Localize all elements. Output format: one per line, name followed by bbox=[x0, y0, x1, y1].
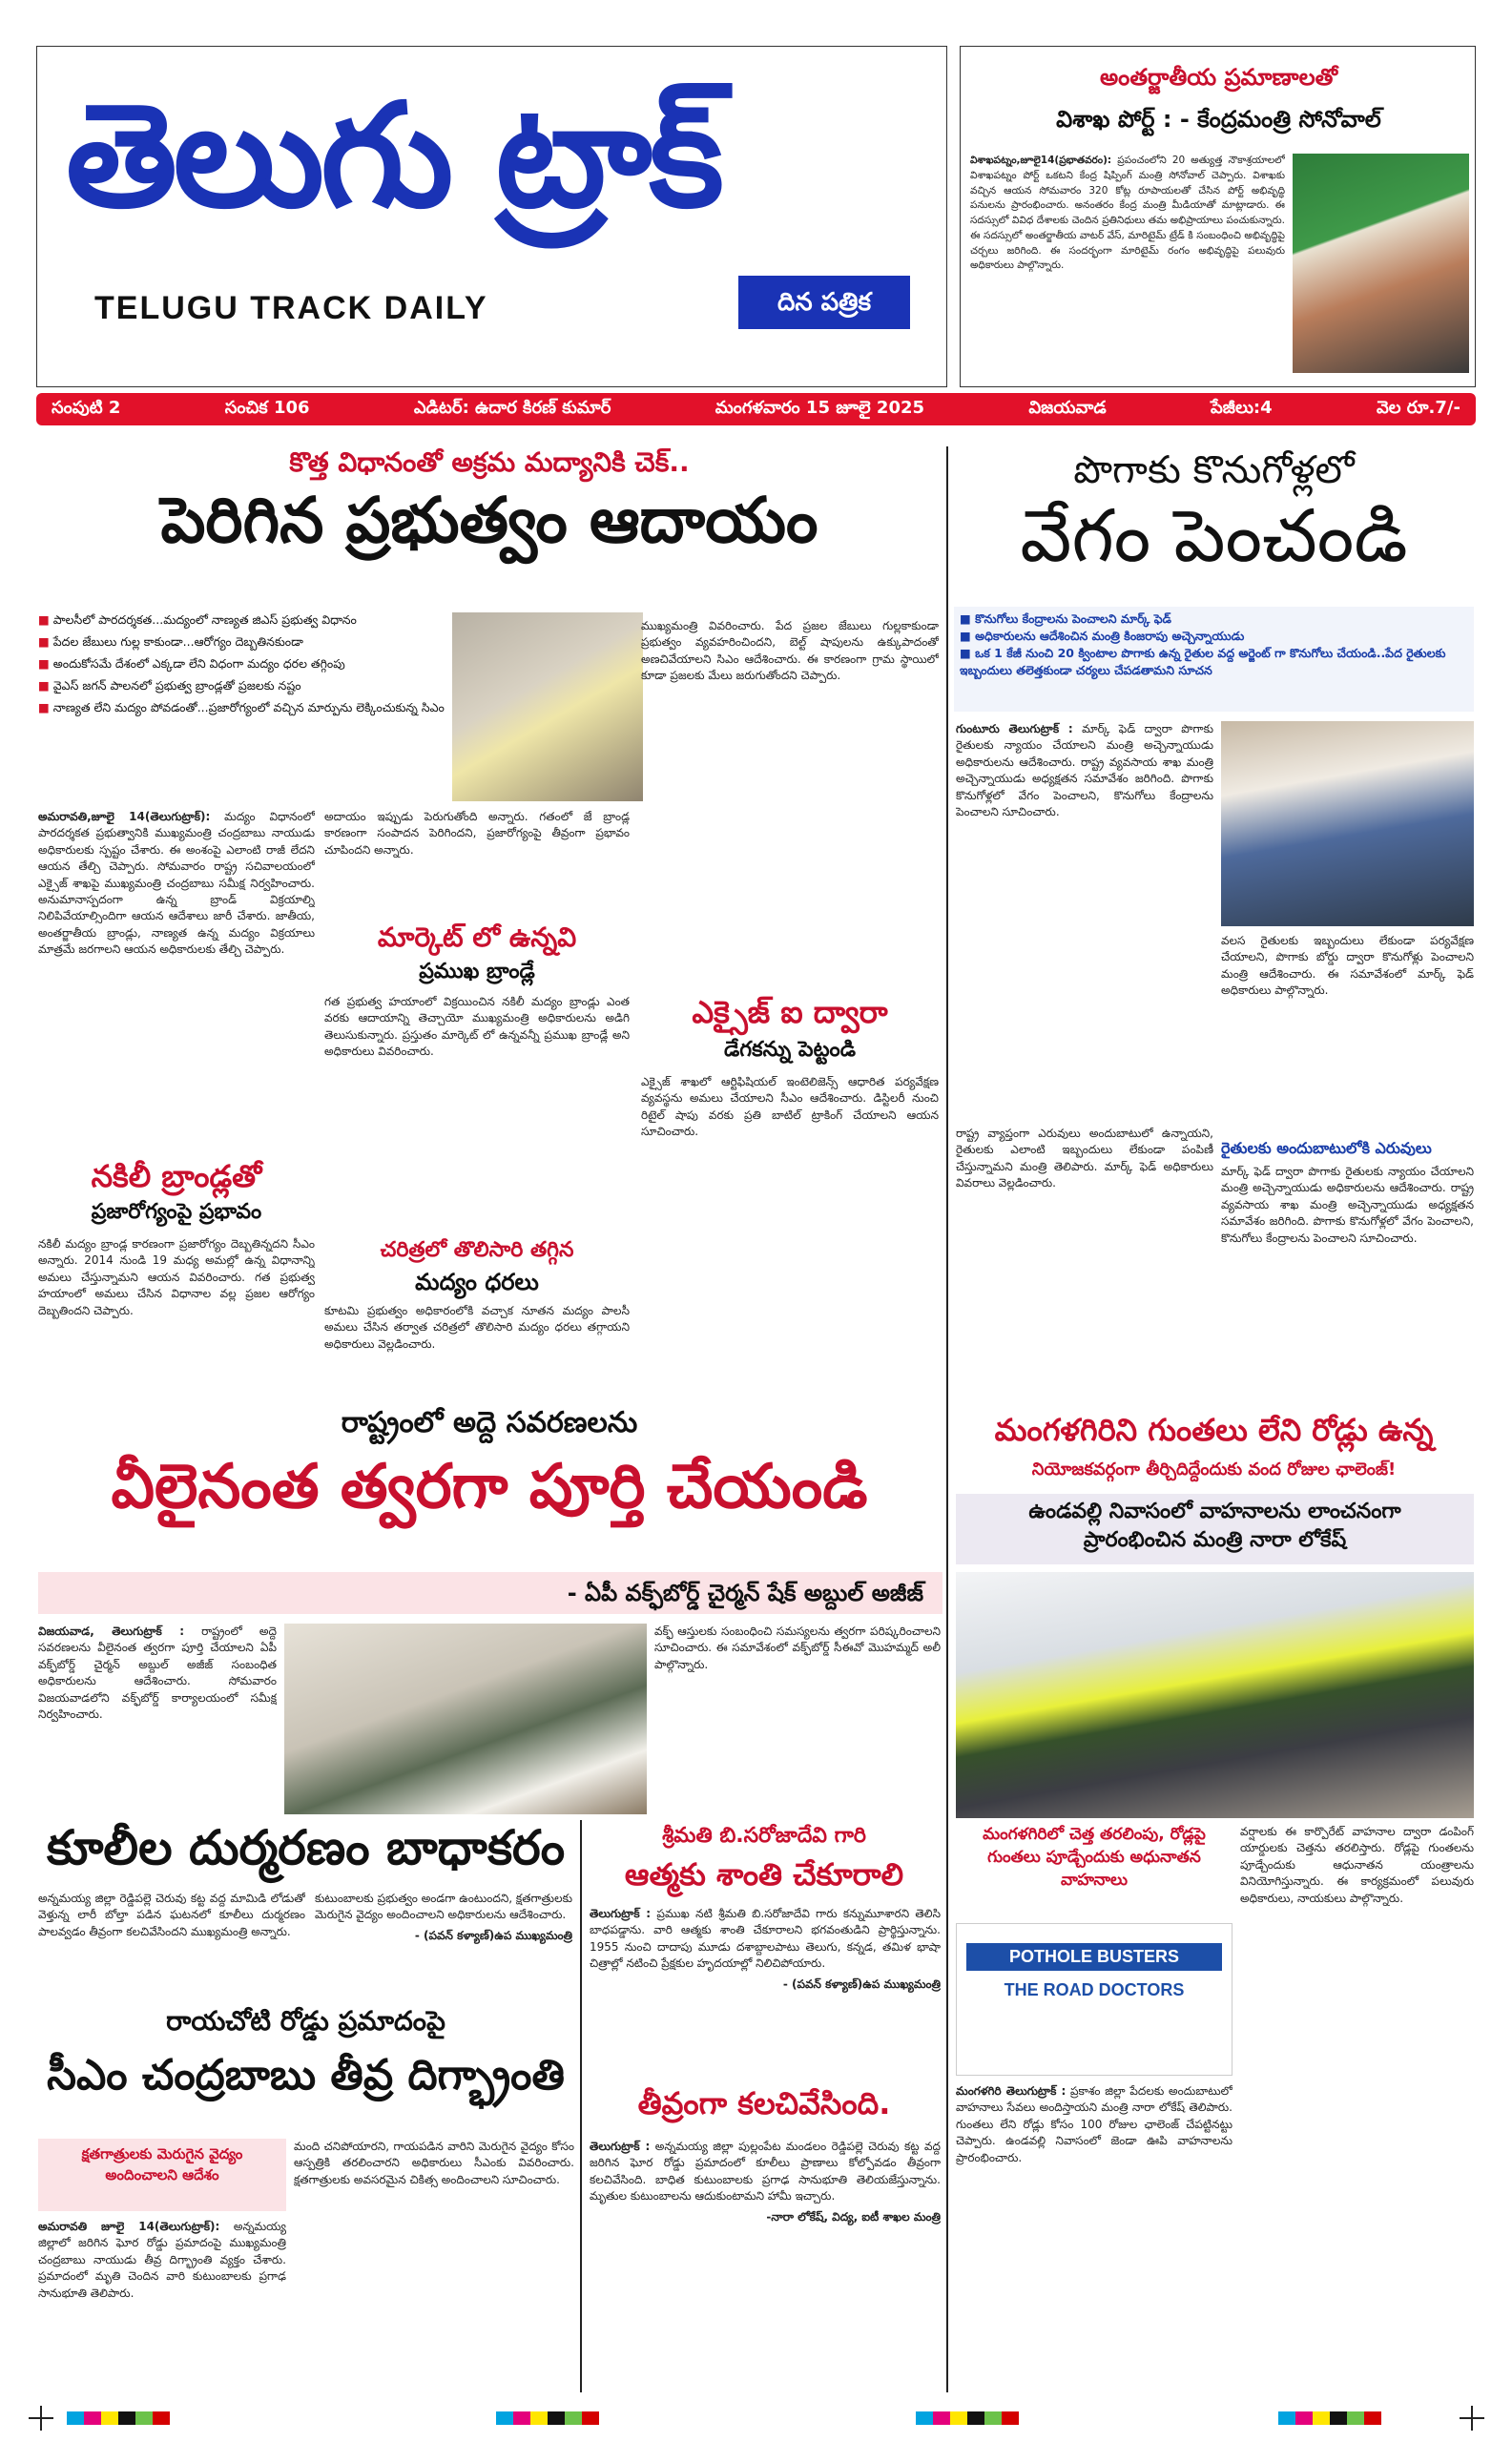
story2-headline: వేగం పెంచండి bbox=[1020, 493, 1408, 578]
story6-kicker: శ్రీమతి బి.సరోజాదేవి గారి bbox=[662, 1824, 866, 1848]
story8-col bbox=[590, 2139, 941, 2392]
story1-bullets bbox=[38, 612, 448, 801]
info-date: మంగళవారం 15 జూలై 2025 bbox=[715, 397, 925, 418]
story4-sub-a: ఉండవల్లి నివాసంలో వాహనాలను లాంచనంగా bbox=[1028, 1500, 1401, 1523]
story7-headline: సీఎం చంద్రబాబు తీవ్ర దిగ్భ్రాంతి bbox=[47, 2051, 565, 2100]
registration-mark-icon bbox=[1460, 2406, 1484, 2431]
story2-body1: మార్క్ ఫెడ్ ద్వారా పొగాకు రైతులకు న్యాయం చేయాలని మంత్రి అచ్చెన్నాయుడు అధికారులను ఆదేశించారు. రాష్ట్ర వ్యవసాయ శాఖ మంత్రి అచ్చెన్నాయుడు అధ్యక్షతన సమావేశం జరిగింది. పొగాకు కొనుగోళ్లలో వేగం పెంచాలని, కొనుగోలు కేంద్రాలను పెంచాలని సూచించారు. bbox=[956, 722, 1213, 818]
info-pages: పేజీలు:4 bbox=[1210, 397, 1273, 418]
story4-subhead-box bbox=[956, 1494, 1474, 1564]
story1-col3b bbox=[641, 1074, 939, 1394]
story1-headline: పెరిగిన ప్రభుత్వం ఆదాయం bbox=[160, 484, 818, 557]
story1-sub4: ఎక్సైజ్ ఐ ద్వారా bbox=[692, 994, 888, 1030]
story2-col2 bbox=[1221, 933, 1474, 1133]
side-story-headline: విశాఖ పోర్ట్ : - కేంద్రమంత్రి సోనోవాల్ bbox=[1056, 106, 1381, 133]
masthead bbox=[36, 46, 947, 387]
story1-sub1: నకిలీ బ్రాండ్లతో bbox=[91, 1158, 262, 1194]
story1-sub3: చరిత్రలో తొలిసారి తగ్గిన bbox=[380, 1238, 574, 1262]
side-story-photo bbox=[1293, 154, 1469, 373]
story1-sub3b: మద్యం ధరలు bbox=[415, 1269, 539, 1295]
story1-body6: ముఖ్యమంత్రి వివరించారు. పేద ప్రజల జేబులు గుల్లకాకుండా ప్రభుత్వం వ్యవహరించిందని, బెల్ట్ షాపులను ఉక్కుపాదంతో అణచివేయాలని సిఎం ఆదేశించారు. ఈ కారణంగా గ్రామ స్థాయిలో కూడా ప్రజలకు మేలు జరుగుతోందని చెప్పారు. bbox=[641, 619, 939, 683]
side-story-text bbox=[970, 154, 1285, 383]
story2-sub1: రైతులకు అందుబాటులోకి ఎరువులు bbox=[1221, 1139, 1432, 1157]
story3-photo bbox=[284, 1624, 647, 1814]
story1-col3 bbox=[641, 618, 939, 988]
side-story bbox=[960, 46, 1476, 387]
story6-headline: ఆత్మకు శాంతి చేకూరాలి bbox=[624, 1856, 904, 1893]
story8-signoff: -నారా లోకేష్, విద్య, ఐటీ శాఖల మంత్రి bbox=[766, 2209, 941, 2224]
story2-col4 bbox=[1221, 1164, 1474, 1393]
color-calibration-bar-icon bbox=[916, 2411, 1019, 2425]
story2-body2: వలస రైతులకు ఇబ్బందులు లేకుండా పర్యవేక్షణ చేయాలని, పొగాకు బోర్డు ద్వారా కొనుగోళ్లు పెంచాలని మంత్రి ఆదేశించారు. ఈ సమావేశంలో మార్క్ ఫెడ్ అధికారులు పాల్గొన్నారు. bbox=[1221, 934, 1474, 998]
info-price: వెల రూ.7/- bbox=[1376, 397, 1460, 418]
story3-body1: రాష్ట్రంలో అద్దె సవరణలను వీలైనంత త్వరగా పూర్తి చేయాలని ఏపీ వక్ఫ్‌బోర్డ్ చైర్మన్ అబ్దుల్ అజీజ్ సంబంధిత అధికారులను ఆదేశించారు. సోమవారం విజయవాడలోని వక్ఫ్‌బోర్డ్ కార్యాలయంలో సమీక్ష నిర్వహించారు. bbox=[38, 1625, 277, 1721]
story1-col2c bbox=[324, 1303, 630, 1394]
story7-col1 bbox=[38, 2219, 286, 2392]
story3-byline-bar bbox=[38, 1572, 942, 1614]
info-bar bbox=[36, 393, 1476, 425]
story4-col1 bbox=[956, 2083, 1232, 2389]
story3-kicker: రాష్ట్రంలో అద్దె సవరణలను bbox=[341, 1406, 638, 1439]
story4-kicker: మంగళగిరిని గుంతలు లేని రోడ్లు ఉన్న bbox=[994, 1412, 1434, 1448]
story4-dateline: మంగళగిరి తెలుగుట్రాక్ : bbox=[956, 2084, 1067, 2098]
story4-caption: మంగళగిరిలో చెత్త తరలింపు, రోడ్లపై గుంతలు పూడ్చేందుకు అధునాతన వాహనాలు bbox=[983, 1825, 1206, 1890]
story2-col1 bbox=[956, 721, 1213, 1122]
story5-col2 bbox=[315, 1891, 572, 1996]
poster-line1: POTHOLE BUSTERS bbox=[966, 1943, 1222, 1971]
story1-photo bbox=[452, 612, 643, 801]
story3-headline: వీలైనంత త్వరగా పూర్తి చేయండి bbox=[111, 1452, 868, 1522]
story4-caption-box bbox=[956, 1824, 1232, 1915]
story1-body5: కూటమి ప్రభుత్వం అధికారంలోకి వచ్చాక నూతన మద్యం పాలసీ అమలు చేసిన తర్వాత చరిత్రలో తొలిసారి మద్యం ధరలు తగ్గాయని అధికారులు వెల్లడించారు. bbox=[324, 1304, 630, 1351]
logo-telugu: తెలుగు ట్రాక్ bbox=[66, 73, 720, 239]
story1-body2: నకిలీ మద్యం బ్రాండ్ల కారణంగా ప్రజారోగ్యం దెబ్బతిన్నదని సీఎం అన్నారు. 2014 నుండి 19 మధ్య అమల్లో ఉన్న విధానాన్ని అమలు చేస్తున్నామని ఆయన వివరించారు. గత ప్రభుత్వ హయాంలో అమలు చేసిన విధానాల వల్ల ప్రజల ఆరోగ్యం దెబ్బతిందని చెప్పారు. bbox=[38, 1237, 315, 1317]
story1-body3: అదాయం ఇప్పుడు పెరుగుతోంది అన్నారు. గతంలో జే బ్రాండ్ల కారణంగా సంపాదన పెరిగిందని, ప్రజారోగ్యంపై తీవ్రంగా ప్రభావం చూపిందని అన్నారు. bbox=[324, 810, 630, 857]
story7-bullet: క్షతగాత్రులకు మెరుగైన వైద్యం అందించాలని ఆదేశం bbox=[81, 2145, 243, 2183]
color-calibration-bar-icon bbox=[1278, 2411, 1381, 2425]
story5-signoff: - (పవన్ కళ్యాణ్)ఉప ముఖ్యమంత్రి bbox=[414, 1928, 572, 1942]
story3-dateline: విజయవాడ, తెలుగుట్రాక్ : bbox=[38, 1625, 185, 1638]
story4-sub-b: ప్రారంభించిన మంత్రి నారా లోకేష్ bbox=[1083, 1528, 1347, 1552]
story4-body1: ప్రకాశం జిల్లా పేదలకు అందుబాటులో వాహనాలు సేవలు అందిస్తాయని మంత్రి నారా లోకేష్ తెలిపారు. గుంతలు లేని రోడ్లు కోసం 100 రోజుల ఛాలెంజ్ చేపట్టినట్టు చెప్పారు. ఉండవల్లి నివాసంలో జెండా ఊపి వాహనాలను ప్రారంభించారు. bbox=[956, 2084, 1232, 2164]
story2-body3: రాష్ట్ర వ్యాప్తంగా ఎరువులు అందుబాటులో ఉన్నాయని, రైతులకు ఎలాంటి ఇబ్బందులు లేకుండా పంపిణీ చేస్తున్నామని మంత్రి తెలిపారు. మార్క్ ఫెడ్ అధికారులు వివరాలు వెల్లడించారు. bbox=[956, 1127, 1213, 1190]
story2-kicker: పొగాకు కొనుగోళ్లలో bbox=[1073, 448, 1355, 492]
color-calibration-bar-icon bbox=[67, 2411, 170, 2425]
story7-dateline: అమరావతి జూలై 14(తెలుగుట్రాక్): bbox=[38, 2220, 220, 2233]
story6-dateline: తెలుగుట్రాక్ : bbox=[590, 1907, 652, 1920]
side-story-kicker: అంతర్జాతీయ ప్రమాణాలతో bbox=[1099, 64, 1338, 91]
story1-bullet: ■ నాణ్యత లేని మద్యం పోవడంతో...ప్రజారోగ్యంలో వచ్చిన మార్పును లెక్కించుకున్న సిఎం bbox=[38, 700, 448, 716]
story3-col1 bbox=[38, 1624, 277, 1814]
story1-col2b bbox=[324, 994, 630, 1232]
info-issue: సంచిక 106 bbox=[224, 397, 310, 418]
tagline-badge bbox=[738, 276, 910, 329]
story2-bullet: ■ కొనుగోలు కేంద్రాలను పెంచాలని మార్క్ ఫెడ్ bbox=[960, 610, 1468, 628]
story5-col1 bbox=[38, 1891, 305, 1996]
story2-photo bbox=[1221, 721, 1474, 926]
logo-english: TELUGU TRACK DAILY bbox=[94, 290, 488, 326]
story1-col1b bbox=[38, 1236, 315, 1389]
story3-col2 bbox=[654, 1624, 941, 1814]
story1-body7: ఎక్సైజ్ శాఖలో ఆర్టిఫిషియల్ ఇంటెలిజెన్స్ ఆధారిత పర్యవేక్షణ వ్యవస్థను అమలు చేయాలని సీఎం ఆదేశించారు. డిస్టిలరీ నుంచి రిటైల్ షాపు వరకు ప్రతి బాటిల్ ట్రాకింగ్ చేయాలని ఆయన సూచించారు. bbox=[641, 1075, 939, 1139]
story1-sub2: మార్కెట్ లో ఉన్నవి bbox=[377, 921, 577, 953]
story7-body1: అన్నమయ్య జిల్లాలో జరిగిన ఘోర రోడ్డు ప్రమాదంపై ముఖ్యమంత్రి చంద్రబాబు నాయుడు తీవ్ర దిగ్భ్రాంతి వ్యక్తం చేశారు. ప్రమాదంలో మృతి చెందిన వారి కుటుంబాలకు ప్రగాఢ సానుభూతి తెలిపారు. bbox=[38, 2220, 286, 2300]
color-calibration-bar-icon bbox=[496, 2411, 599, 2425]
story8-dateline: తెలుగుట్రాక్ : bbox=[590, 2140, 651, 2153]
registration-mark-icon bbox=[29, 2406, 53, 2431]
story2-bullet: ■ అధికారులను ఆదేశించిన మంత్రి కింజరాపు అచ్చెన్నాయుడు bbox=[960, 628, 1468, 645]
story7-col2 bbox=[294, 2139, 574, 2392]
story4-col2 bbox=[1240, 1824, 1474, 2389]
section-divider bbox=[580, 1820, 582, 2392]
story3-body2: వక్ఫ్ ఆస్తులకు సంబంధించి సమస్యలను త్వరగా పరిష్కరించాలని సూచించారు. ఈ సమావేశంలో వక్ఫ్‌బోర్డ్ సీఈవో మొహమ్మద్ అలీ పాల్గొన్నారు. bbox=[654, 1625, 941, 1671]
story1-body1: మద్యం విధానంలో పారదర్శకత ప్రభుత్వానికి ముఖ్యమంత్రి చంద్రబాబు నాయుడు అధికారులకు స్పష్టం చేశారు. ఈ అంశంపై ఎలాంటి రాజీ లేదని ఆయన తేల్చి చెప్పారు. సోమవారం రాష్ట్ర సచివాలయంలో ఎక్సైజ్ శాఖపై ముఖ్యమంత్రి చంద్రబాబు సమీక్ష నిర్వహించారు. అనుమానాస్పదంగా ఉన్న బ్రాండ్ విక్రయాల్ని నిలిపివేయాల్సిందిగా ఆయన ఆదేశాలు జారీ చేశారు. జాతీయ, అంతర్జాతీయ బ్రాండ్లు, నాణ్యత ఉన్న మద్యం విక్రయాలు మాత్రమే జరగాలని ఆయన అధికారులకు తేల్చి చెప్పారు. bbox=[38, 810, 315, 957]
story7-kicker: రాయచోటి రోడ్డు ప్రమాదంపై bbox=[166, 2005, 445, 2037]
story4-headline: నియోజకవర్గంగా తీర్చిదిద్దేందుకు వంద రోజుల ఛాలెంజ్! bbox=[1031, 1459, 1397, 1480]
story6-signoff: - (పవన్ కళ్యాణ్)ఉప ముఖ్యమంత్రి bbox=[782, 1976, 941, 1991]
side-story-body: ప్రపంచంలోని 20 అత్యుత్త నౌకాశ్రయాలలో విశాఖపట్నం పోర్ట్ ఒకటని కేంద్ర షిప్పింగ్ మంత్రి సోనోవాల్ చెప్పారు. విశాఖకు వచ్చిన ఆయన సోమవారం 320 కోట్ల రూపాయలతో చేసిన పోర్ట్ అభివృద్ధి పనులను ప్రారంభించారు. అనంతరం కేంద్ర మంత్రి మీడియాతో మాట్లాడారు. ఈ సదస్సులో వివిధ దేశాలకు చెందిన ప్రతినిధులు తమ అభిప్రాయాలు పంచుకున్నారు. ఈ సదస్సులో అంతర్జాతీయ వాటర్ వేస్, మారిటైమ్ ట్రేడ్ కి సంబంధించి అభివృద్ధిపై చర్చలు జరిగింది. ఈ సందర్భంగా మారిటైమ్ రంగం అభివృద్ధిపై పలువురు అధికారులు పాల్గొన్నారు. bbox=[970, 155, 1285, 272]
story5-body2: కుటుంబాలకు ప్రభుత్వం అండగా ఉంటుందని, క్షతగాత్రులకు మెరుగైన వైద్యం అందించాలని అధికారులను ఆదేశించారు. bbox=[315, 1892, 572, 1922]
story8-body: అన్నమయ్య జిల్లా పుల్లంపేట మండలం రెడ్డిపల్లె చెరువు కట్ట వద్ద జరిగిన ఘోర రోడ్డు ప్రమాదంలో కూలీలు ప్రాణాలు కోల్పోవడం తీవ్రంగా కలచివేసింది. బాధిత కుటుంబాలకు ప్రగాఢ సానుభూతి తెలియజేస్తున్నాను. మృతుల కుటుంబాలను ఆదుకుంటామని హామీ ఇచ్చారు. bbox=[590, 2140, 941, 2204]
story1-kicker: కొత్త విధానంతో అక్రమ మద్యానికి చెక్.. bbox=[289, 446, 690, 478]
story2-body3b: మార్క్ ఫెడ్ ద్వారా పొగాకు రైతులకు న్యాయం చేయాలని మంత్రి అచ్చెన్నాయుడు అధికారులను ఆదేశించారు. రాష్ట్ర వ్యవసాయ శాఖ మంత్రి అచ్చెన్నాయుడు అధ్యక్షతన సమావేశం జరిగింది. పొగాకు కొనుగోళ్లలో వేగం పెంచాలని, కొనుగోలు కేంద్రాలను పెంచాలని సూచించారు. bbox=[1221, 1165, 1474, 1245]
story7-bullet-box bbox=[38, 2139, 286, 2211]
column-divider bbox=[946, 446, 948, 2392]
story1-bullet: ■ వైఎస్ జగన్ పాలనలో ప్రభుత్వ బ్రాండ్లతో ప్రజలకు నష్టం bbox=[38, 678, 448, 694]
side-story-dateline: విశాఖపట్నం,జూలై14(ప్రభాతవరం): bbox=[970, 155, 1112, 166]
info-city: విజయవాడ bbox=[1028, 397, 1107, 418]
story4-poster bbox=[956, 1923, 1232, 2076]
story4-body2: వర్షాలకు ఈ కార్పొరేట్ వాహనాల ద్వారా డంపింగ్ యార్డులకు చెత్తను తరలిస్తారు. రోడ్లపై గుంతలను పూడ్చేందుకు ఆధునాతన యంత్రాలను వినియోగిస్తున్నారు. ఈ కార్యక్రమంలో పలువురు అధికారులు, నాయకులు పాల్గొన్నారు. bbox=[1240, 1825, 1474, 1905]
story1-bullet: ■ పేదల జేబులు గుల్ల కాకుండా...ఆరోగ్యం దెబ్బతినకుండా bbox=[38, 634, 448, 651]
story7-body2: మంది చనిపోయారని, గాయపడిన వారిని మెరుగైన వైద్యం కోసం ఆస్పత్రికి తరలించారని అధికారులు సీఎంకు వివరించారు. క్షతగాత్రులకు అవసరమైన చికిత్స అందించాలని సూచించారు. bbox=[294, 2140, 574, 2186]
poster-line2: THE ROAD DOCTORS bbox=[1004, 1980, 1185, 1999]
story1-col1 bbox=[38, 809, 315, 1152]
story5-headline: కూలీల దుర్మరణం బాధాకరం bbox=[46, 1820, 566, 1875]
story2-bullet: ■ ఒక 1 కేజీ నుంచి 20 క్వింటాల పొగాకు ఉన్న రైతుల వద్ద అర్జెంట్ గా కొనుగోలు చేయండి..పేద రైతులకు ఇబ్బందులు తలెత్తకుండా చర్యలు చేపడతామని సూచన bbox=[960, 645, 1468, 679]
story1-dateline: అమరావతి,జూలై 14(తెలుగుట్రాక్): bbox=[38, 810, 211, 823]
story6-body: ప్రముఖ నటి శ్రీమతి బి.సరోజాదేవి గారు కన్నుమూశారని తెలిసి బాధపడ్డాను. వారి ఆత్మకు శాంతి చేకూరాలని భగవంతుడిని ప్రార్థిస్తున్నాను. 1955 నుంచి దాదాపు మూడు దశాబ్దాలపాటు తెలుగు, కన్నడ, తమిళ భాషా చిత్రాల్లో నటించి ప్రేక్షకుల హృదయాల్లో నిలిచిపోయారు. bbox=[590, 1907, 941, 1971]
story5-body1: అన్నమయ్య జిల్లా రెడ్డిపల్లె చెరువు కట్ట వద్ద మామిడి లోడుతో వెళ్తున్న లారీ బోల్తా పడిన ఘటనలో కూలీలు దుర్మరణం పాలవ్వడం తీవ్రంగా కలచివేసిందని ముఖ్యమంత్రి అన్నారు. bbox=[38, 1892, 305, 1938]
story3-byline: - ఏపీ వక్ఫ్‌బోర్డ్ చైర్మన్ షేక్ అబ్దుల్ అజీజ్ bbox=[567, 1580, 923, 1606]
story1-bullet: ■ అందుకోసమే దేశంలో ఎక్కడా లేని విధంగా మద్యం ధరల తగ్గింపు bbox=[38, 656, 448, 673]
info-volume: సంపుటి 2 bbox=[52, 397, 121, 418]
story2-col3 bbox=[956, 1126, 1213, 1393]
story2-dateline: గుంటూరు తెలుగుట్రాక్ : bbox=[956, 722, 1073, 735]
story1-bullet: ■ పాలసీలో పారదర్శకత...మద్యంలో నాణ్యత జిఎస్ ప్రభుత్వ విధానం bbox=[38, 612, 448, 629]
story1-sub2b: ప్రముఖ బ్రాండ్లే bbox=[419, 960, 535, 983]
story1-col2 bbox=[324, 809, 630, 916]
story6-col bbox=[590, 1906, 941, 2063]
story4-photo bbox=[956, 1572, 1474, 1818]
story1-body4: గత ప్రభుత్వ హయాంలో విక్రయించిన నకిలీ మద్యం బ్రాండ్లు ఎంత వరకు ఆదాయాన్ని తెచ్చాయో ముఖ్యమంత్రి అధికారులను అడిగి తెలుసుకున్నారు. ప్రస్తుతం మార్కెట్ లో ఉన్నవన్నీ ప్రముఖ బ్రాండ్లే అని అధికారులు వివరించారు. bbox=[324, 995, 630, 1059]
story8-headline: తీవ్రంగా కలచివేసింది. bbox=[637, 2085, 891, 2121]
info-editor: ఎడిటర్: ఉదార కిరణ్ కుమార్ bbox=[413, 397, 611, 418]
story2-bullets bbox=[954, 607, 1474, 712]
story1-sub4b: డేగకన్ను పెట్టండి bbox=[723, 1038, 856, 1062]
story1-sub1b: ప్రజారోగ్యంపై ప్రభావం bbox=[91, 1200, 262, 1224]
tagline: దిన పత్రిక bbox=[777, 288, 872, 317]
